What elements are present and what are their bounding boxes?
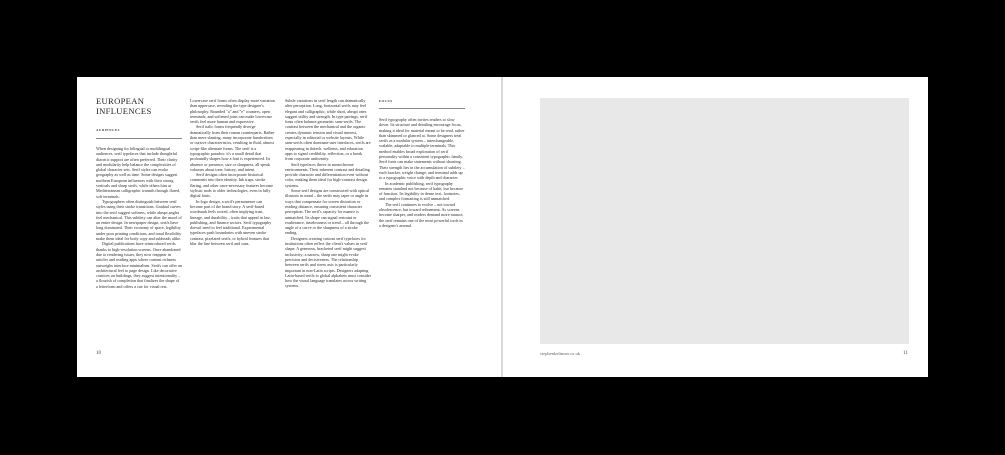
- focus-rule: [379, 108, 465, 109]
- paragraph: Designers creating custom serif typefaces for institutions often reflect the client's values in serif shape. A generous, bracketed serif might suggest inclusivity; a narrow, sharp one might evoke precision and decisiveness. The relationship between serifs and stress axis is particularly important in non-Latin scripts. Designers adapting Latin-based serifs to global alphabets must consider how the visual language translates across writing systems.: [285, 235, 372, 289]
- text-column-1: [96, 146, 182, 289]
- paragraph: Subtle variations in serif length can dramatically alter perception. Long, horizontal serifs may feel elegant and calligraphic, while short, abrupt ones suggest utility and strength. In type pairings, serif fonts often balance geometric sans-serifs. The contrast between the mechanical and the organic creates dynamic tension and visual interest, especially in editorial or website layouts. While sans-serifs often dominate user interfaces, serifs are reappearing in fintech, wellness, and education apps to signal credibility, reflection, or a break from corporate uniformity.: [285, 98, 371, 162]
- text-column-2: [190, 98, 276, 246]
- paragraph: Digital publications have reintroduced serifs thanks to high-resolution screens. Once abandoned due to rendering issues, they now reappear in articles and reading apps where content richness outweighs interface minimalism. Serifs can offer an architectural feel to page design. Like decorative cornices on buildings, they suggest intentionality – a flourish of completion that finalizes the shape of a letterform and offers a cue for visual rest.: [96, 241, 182, 289]
- page-number-left: 10: [96, 351, 101, 356]
- paragraph: Serif typography often invites readers to slow down. Its structure and detailing encourage focus, making it ideal for material meant to be read, rather than skimmed or glanced at. Some designers treat serifs as a modular system – interchangeable, scalable, adaptable to multiple terminals. This method enables broad exploration of serif personality within a consistent typographic family. Serif fonts can make statements without shouting. Their strength lies in the accumulation of subtlety – each bracket, weight change, and terminal adds up to a typographic voice with depth and character.: [379, 117, 465, 181]
- left-page: [77, 77, 501, 377]
- paragraph: Serif typefaces thrive in monochrome environments. Their inherent contrast and detailing provide character and differentiation even without color, making them ideal for high-contrast design systems.: [285, 161, 370, 188]
- website-url: stephenkeltman.co.uk: [540, 351, 581, 356]
- text-column-3: [285, 98, 371, 289]
- paragraph: Serif italic forms frequently diverge dramatically from their roman counterparts. Rather than mere slanting, many incorporate handwritten or cursive characteristics, resulting in fluid, almost script-like alternate forms. The serif is a typographic paradox: it's a small detail that profoundly shapes how a font is experienced. Its absence or presence, size or sharpness, all speak volumes about tone, history, and intent.: [190, 124, 275, 172]
- image-placeholder: [540, 98, 909, 344]
- page-number-right: 11: [903, 351, 908, 356]
- article-title: EUROPEAN INFLUENCES: [96, 96, 152, 116]
- paragraph: Typographers often distinguish between serif styles using their stroke transitions. Gradual curves into the serif suggest softness, while abrupt angles feel mechanical. This subtlety can alter the mood of an entire design. In newspaper design, serifs have long dominated. Their economy of space, legibility under poor printing conditions, and tonal flexibility make them ideal for body copy and subheads alike.: [96, 198, 182, 242]
- paragraph: Some serif designs are constructed with optical illusions in mind – the serifs may taper or angle in ways that compensate for screen distortion or reading distance, ensuring consistent character perception. The serif's capacity for nuance is unmatched. Its shape can signal restraint or exuberance, timelessness or trend – all through the angle of a curve or the sharpness of a stroke ending.: [285, 188, 370, 236]
- paragraph: Serif designs often incorporate historical comments into their identity. Ink traps, stroke flaring, and other once-necessary features become stylistic nods to older technologies, even in fully digital fonts.: [190, 172, 274, 199]
- section-label: AUDIENCES: [96, 128, 120, 132]
- paragraph: The serif continues to evolve – not toward obsolescence, but toward refinement. As screens become sharper, and readers demand more nuance, the serif remains one of the most powerful tools in a designer's arsenal.: [379, 201, 464, 228]
- right-page: [503, 77, 928, 377]
- text-column-4: [379, 117, 465, 228]
- paragraph: When designing for bilingual or multilingual audiences, serif typefaces that include thoughtful diacritic support are often preferred. Their clarity and modularity help balance the complexities of global character sets. Serif styles can evoke geography as well as time. Some designs suggest northern European influences with their strong verticals and sharp serifs, while others hint at Mediterranean calligraphic warmth through flared, soft terminals.: [96, 146, 181, 199]
- paragraph: In logo design, a serif's permanence can become part of the brand story. A serif-based wordmark feels rooted, often implying trust, lineage, and durability – traits that appeal in law, publishing, and finance sectors. Serif typography doesn't need to feel traditional. Experimental typefaces push boundaries with uneven stroke contrast, pixelated serifs, or hybrid features that blur the line between serif and sans.: [190, 198, 272, 247]
- focus-label: FOCUS: [379, 99, 393, 103]
- paragraph: In academic publishing, serif typography remains standard not because of habit, but because of function. Its legibility in dense text, footnotes, and complex formatting is still unmatched.: [379, 180, 463, 202]
- paragraph: Lowercase serif forms often display more variation than uppercase, revealing the type designer's philosophy. Rounded "a" and "e" counters, open terminals, and softened joins can make lowercase serifs feel more human and expressive.: [190, 98, 275, 125]
- section-rule: [96, 138, 182, 139]
